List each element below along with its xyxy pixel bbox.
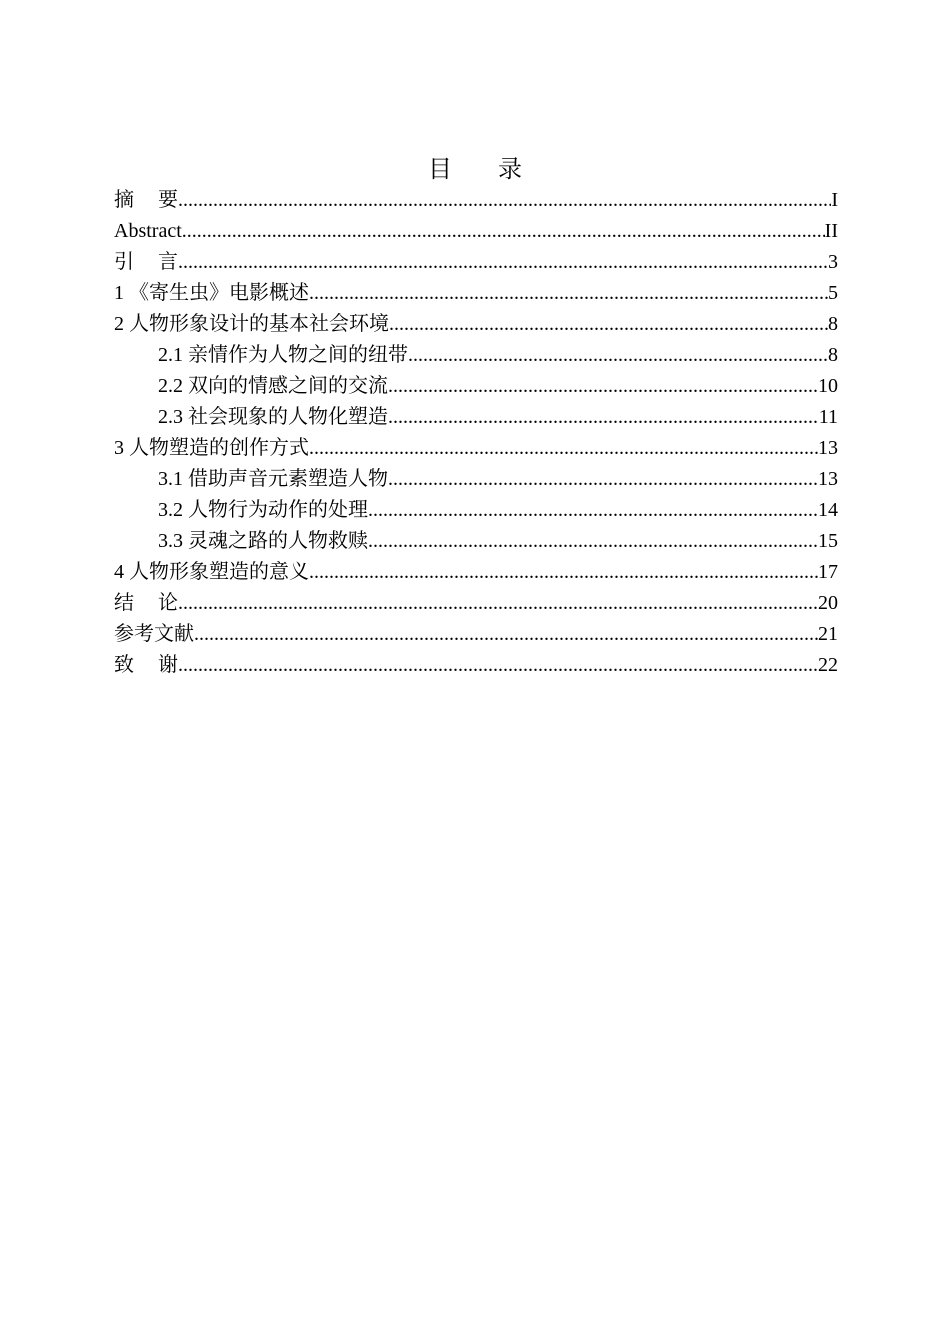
- toc-entry-abstract-en[interactable]: [114, 216, 838, 247]
- toc-leader: [368, 495, 818, 526]
- toc-page-number: 8: [828, 313, 838, 335]
- toc-leader: [388, 371, 818, 402]
- toc-leader: [368, 526, 818, 557]
- toc-leader: [178, 588, 818, 619]
- toc-leader: [178, 247, 828, 278]
- toc-page-number: 11: [818, 406, 838, 428]
- toc-entry-label: 3.2 人物行为动作的处理: [158, 499, 368, 521]
- toc-entry-label: Abstract: [114, 220, 182, 242]
- toc-leader: [309, 557, 818, 588]
- toc-title: [0, 152, 950, 186]
- toc-page-number: 8: [828, 344, 838, 366]
- toc-page-number: 14: [818, 499, 838, 521]
- toc-entry-section-2-3[interactable]: [114, 402, 838, 433]
- toc-entry-introduction[interactable]: [114, 247, 838, 278]
- toc-title-left: 目: [428, 155, 452, 183]
- toc-leader: [408, 340, 828, 371]
- toc-leader: [182, 216, 825, 247]
- toc-entry-label: 4 人物形象塑造的意义: [114, 561, 309, 583]
- toc-page-number: 17: [818, 561, 838, 583]
- toc-page-number: 20: [818, 592, 838, 614]
- toc-entry-label: 致 谢: [114, 654, 178, 676]
- toc-title-right: 录: [498, 155, 522, 183]
- toc-entry-section-2-1[interactable]: [114, 340, 838, 371]
- toc-entry-chapter-1[interactable]: [114, 278, 838, 309]
- toc-entry-label: 2.1 亲情作为人物之间的纽带: [158, 344, 408, 366]
- toc-entry-chapter-2[interactable]: [114, 309, 838, 340]
- toc-entry-label: 引 言: [114, 251, 178, 273]
- toc-entry-section-3-3[interactable]: [114, 526, 838, 557]
- toc-page-number: 21: [818, 623, 838, 645]
- toc-entry-conclusion[interactable]: [114, 588, 838, 619]
- toc-leader: [194, 619, 818, 650]
- toc-entry-acknowledgements[interactable]: [114, 650, 838, 681]
- toc-leader: [309, 278, 828, 309]
- toc-leader: [178, 650, 818, 681]
- toc-entry-label: 2 人物形象设计的基本社会环境: [114, 313, 389, 335]
- toc-leader: [389, 309, 828, 340]
- toc-page-number: 5: [828, 282, 838, 304]
- toc-list: [114, 185, 838, 681]
- toc-entry-section-3-1[interactable]: [114, 464, 838, 495]
- toc-entry-label: 2.3 社会现象的人物化塑造: [158, 406, 388, 428]
- toc-entry-label: 参考文献: [114, 623, 194, 645]
- toc-leader: [178, 185, 831, 216]
- toc-entry-section-3-2[interactable]: [114, 495, 838, 526]
- toc-entry-chapter-4[interactable]: [114, 557, 838, 588]
- toc-entry-label: 结 论: [114, 592, 178, 614]
- toc-page-number: 3: [828, 251, 838, 273]
- toc-leader: [388, 464, 818, 495]
- toc-leader: [309, 433, 818, 464]
- toc-page-number: 22: [818, 654, 838, 676]
- toc-entry-label: 3.3 灵魂之路的人物救赎: [158, 530, 368, 552]
- toc-leader: [388, 402, 819, 433]
- toc-page-number: 13: [818, 468, 838, 490]
- toc-entry-section-2-2[interactable]: [114, 371, 838, 402]
- toc-entry-label: 摘 要: [114, 189, 178, 211]
- toc-entry-chapter-3[interactable]: [114, 433, 838, 464]
- toc-entry-abstract-cn[interactable]: [114, 185, 838, 216]
- toc-entry-label: 1 《寄生虫》电影概述: [114, 282, 309, 304]
- toc-page-number: 15: [818, 530, 838, 552]
- toc-page-number: 10: [818, 375, 838, 397]
- toc-page-number: II: [824, 220, 838, 242]
- toc-entry-label: 3 人物塑造的创作方式: [114, 437, 309, 459]
- toc-entry-label: 2.2 双向的情感之间的交流: [158, 375, 388, 397]
- toc-entry-references[interactable]: [114, 619, 838, 650]
- toc-entry-label: 3.1 借助声音元素塑造人物: [158, 468, 388, 490]
- toc-page-number: I: [831, 189, 838, 211]
- toc-page-number: 13: [818, 437, 838, 459]
